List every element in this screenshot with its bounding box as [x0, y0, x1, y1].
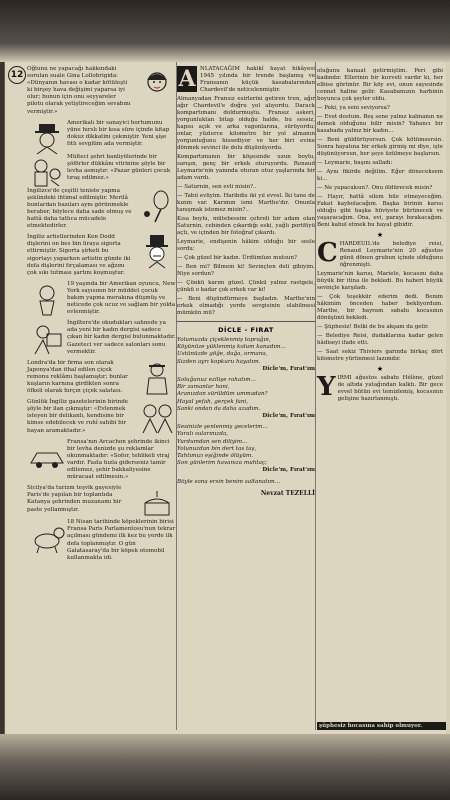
child-icon — [27, 281, 67, 317]
tennis-icon — [137, 188, 177, 224]
section-2: C HARDEUIL'de belediye reisi, Renaud Leymarie'nin 20 ağustos günü dönen grubun içinde olduğunu öğrenmişti. Leymarie'nin karısı, Mariele, kocasını daha büyük bir itina ile bekledi. Bu haberi büyük sevinçle karşıladı. — Çok teşekkür ederim dedi. Benim hâkimim önceden haber bekliyordum. Marthe, bir bayram sabahı kocasının dönüşünü bekledi. — Şüphesiz! Belki de bu akşam da gelir. — Belediye Reisi, dudaklarına kadar gelen hâdiseyi ifade etti. — Saat sekiz Thiviers garında birkaç dört kilometre yürünmesi lazımdır. — [317, 238, 443, 362]
poem-stanza: Yolumuzda çiçeklenmiş toprağın, Köyünüze yüklenmiş kolum kanadım... Ustünüzde göğe, dağa, ormana, Sizden ayrı kopkuru hayatım. Dicle'm, Fırat'ım — [177, 337, 315, 372]
story-body: Almanyadan Fransız esirlerini getiren tren, ağır ağır Chardevil'e doğru yol alıyordu. Darack kompartımanı doldurmuştu. Fransız askeri, yorgunluktan bitap olduğu halde, bu sessiz, kapısı açık ve arka vagonlarına, sürüyordu; onlar, yüzlerce kilometre bir yol almanın yorgunluğunu hissediyor ve her biri evine dönmek sevinci ile dolu düşünüyordu. Kompartımanın bir köşesinde uzun boylu, sarışın, genç bir erkek oturuyordu. Renaud Leymarie'nin yanında oturan otuz yaşlarında bir adam vardı. — Saturnin, sen evli misin?.. — Tabii evliyim. Haribdis iki yıl evvel. İki tane de kızım var. Karımın ismi Marthe'dır. Onunla tanışmak istemez misin?.. Kısa boylu, mütebessim çehreli bir adam olan Saturnin, cebinden çıkardığı eski, yağlı portföyü açtı, ve içinden bir fotoğraf çıkardı. Leymarie, endişenin hâkim olduğu bir sesle sordu: — Çok güzel bir kadın. Ürdümüze mutsun? — Ben mi? Bilmem ki! Sevinçten deli gibiyim. Niye sordun? — Çünkü karım güzel. Çünkü yalnız rastgele, çünkü o kadar çok erkek var ki! — Beni düşündürmeye başladın. Marthe'nin erkek olmadığı yerde sevgisinin olabilmesi mümkün mü? — [177, 96, 315, 316]
list-item: Londra'da bir firma son olarak Japonya'dan ithal edilen çiçek remonu reklâmı başlamıştır; bunlar kuşların karnına girdikten sonra öfkeli olarak hırçın çiçek salatası. — [27, 360, 177, 395]
bottom-shadow — [0, 734, 450, 800]
drop-cap: A — [178, 66, 196, 92]
list-item: Mülteci şehri banliyölerinde bir şöförler dükkânı vitrinine şöyle bir levha asmıştır: «Pazar günleri çocuk tıraş edilmez.» — [27, 154, 177, 184]
poem-stanza: Soluğunuz ezilişe rahatım... Bir zamanlar hani, Aranızdan sürüldüm ummadan? Hayal yefah, gerçek fani, Sanki ondan da daha azadım. Dicle'm, Fırat'ım — [177, 377, 315, 420]
poem-title: DİCLE - FIRAT — [218, 326, 274, 334]
dog-icon — [27, 519, 67, 555]
story-intro: A NLATACAĞIM hakikî hayat hikâyesi 1945 yılında bir trende başlamış ve Fransanın küçük kasabalarından Chardevil'de neticelenmiştir. — [178, 66, 315, 93]
page-number: 12 — [8, 66, 26, 84]
drop-cap: Y — [317, 372, 336, 402]
column-rule — [315, 62, 316, 730]
poem-stanza: Böyle sona ersin benim saltanatım... — [177, 478, 281, 485]
car-icon — [27, 439, 67, 475]
poem — [177, 337, 315, 497]
woman-face-icon — [137, 66, 177, 102]
couple-icon — [137, 399, 177, 435]
list-item: Fransa'nın Arcachon şehrinde ikinci bir levha denizde şu reklamlar okunmaktadır: «Sofor, tehlikeli viraj vardır. Fazla hızla giderseniz tamir edilemez, şehir bakkaliyesine müracaat edilmesin.» — [27, 439, 177, 482]
list-item: İngiliz artistlerinden Ken Dodd dişlerini on bes bin liraya sigorta ettirmiştir. Sigorta şirketi bu sigortayı yaparken artistin günde iki defa dişlerini fırçalaması ve ağzını çok sıkı tutması şartını koşmuştur. — [27, 234, 177, 277]
star-separator: ★ — [376, 365, 384, 373]
star-separator: ★ — [376, 231, 384, 239]
list-item: İngiltere'de okudukları sahnede ya ada yeni bir kadın dergisi sadece çıkan bir kadın dergisi bulunmaktadır. Gazeteci ver sadece salonları sonu vermektir. — [27, 320, 177, 355]
top-shadow — [0, 0, 450, 62]
top-hat-man-icon — [137, 234, 177, 270]
list-item: Amerikalı bir sanayici hortumunu yüne hırslı bir kısa süre içinde kitap dokuz dikkatini çekmiştir. Yeni şişe fıtlı sevgilim ada vermiştir. — [27, 120, 177, 150]
list-item: 19 yaşında bir Amerikan oyuncu, New York sayısının bir müddet çocuk bakım yapma merakına düşmüş ve neticede çok ucuz ve sağlam bir yolda evlenmiştir. — [27, 281, 177, 316]
middle-column — [177, 66, 315, 497]
bottom-caption: şüphesiz hocasına sahip olmuyor. — [317, 722, 446, 730]
section-divider — [177, 321, 315, 322]
left-column — [27, 66, 177, 566]
barber-icon — [27, 154, 67, 190]
reader-icon — [27, 320, 67, 356]
japanese-figure-icon — [137, 360, 177, 396]
story-continued: oluğunu kanaat getirmiştim. Peri gibi kadındır. Ellerinin bir kuvveti vardır ki, her elbise görünür. Bir köy evi, onun sayesinde cennet haline gelir. Kasabamızın harbinin boyunca çok şeyler oldu. — Peki, ya seni seviyorsa? — Evet dostum. Beş sene yalnız kalmanın ne demek olduğunu bilir misin? Yabancı bir kasabada yalnız bir kadın... — Beni güldürüyorsun. Çok kötümsersin. Sonra hayatına bir erkek girmiş mi diye, işte düşünüyorsun, her şeye üzülmeye başlarsın. — Leymarie, başını salladı: — Aynı fikirde değilim. Eğer döneceksem ki... — Ne yapacaksın?. Onu öldürecek misin? — Hayır, hattâ silem bile etmeyeceğim. Fakat kaybolacağım. Başka birinin karısı olduğu gibi başka hüviyete bürünecek ve yaşayacağım. Ona, evi, parayı bırakacağım. Beni kabul etmek bu hayat gibidir. — [317, 68, 443, 228]
list-item: Oğlunu ne yapacağı hakkındaki sorulan suale Gina Lollobrigida: «Dünyanın havası o kadar kötüleşti ki birşey hava değişimi yaparsa iyi olur; bunun için onu seyyareler pilotu olarak yetiştireceğim sevabını vermiştir.» — [27, 66, 177, 116]
poem-author: Nevzat TEZELLİ — [260, 489, 315, 497]
cake-icon — [137, 485, 177, 521]
list-item: 18 Nisan tarihinde köpeklerinin birisi Fransa Paris Parlamentosu'nun tekrar açılması gündemi ilk kez bu yerde ilk defa toplanmıştır. O gün Galatasaray'da bir köpek otomobil kullanmakta idi. — [27, 519, 177, 562]
magazine-page — [5, 62, 446, 734]
drop-cap: C — [317, 238, 338, 268]
man-hat-icon — [27, 120, 67, 156]
section-3: Y IRMI ağustos sabahı Hélène, güzel de altıda yatağından kalktı. Bir gece evvel bütün evi temizlemiş, kocasının gelişine hazırlanmıştı. — [317, 372, 443, 402]
list-item: Günlük İngiliz gazetelerinin birinde şöyle bir ilan çıkmıştır: «Evlenmek isteyen bir delikanlı, kendisine bir kimse edebilecek ve ruhî sahibi bir bayan aramaktadır.» — [27, 399, 177, 434]
right-column — [317, 66, 443, 403]
list-item: Sicilya'da turizm teşvik gayesiyle Paris'de yapılan bir toplantıda Katanya şehrinden muzanamı bir paste yollanmıştır. — [27, 485, 177, 515]
poem-stanza: Sesinizle şenlenmiş gecelerim... Yaralı sularınızda, Yurdumdan sen diliyim... Yolunuzdan bin dert tas taş, Tahtımızı eşiğinde ölüyüm. Son günlerim havanıza muhtaç; Dicle'm, Fırat'ım — [177, 424, 315, 474]
list-item: İngilizce'de çeşitli teniste yapma şeklindeki ihtimal edilmiştir. Merilâ bunlardan bazıları aynı görünmekle beraber, böylece daha sade olmuş ve hattâ daha tatlıca mücadele etmektedirler. — [27, 188, 177, 231]
